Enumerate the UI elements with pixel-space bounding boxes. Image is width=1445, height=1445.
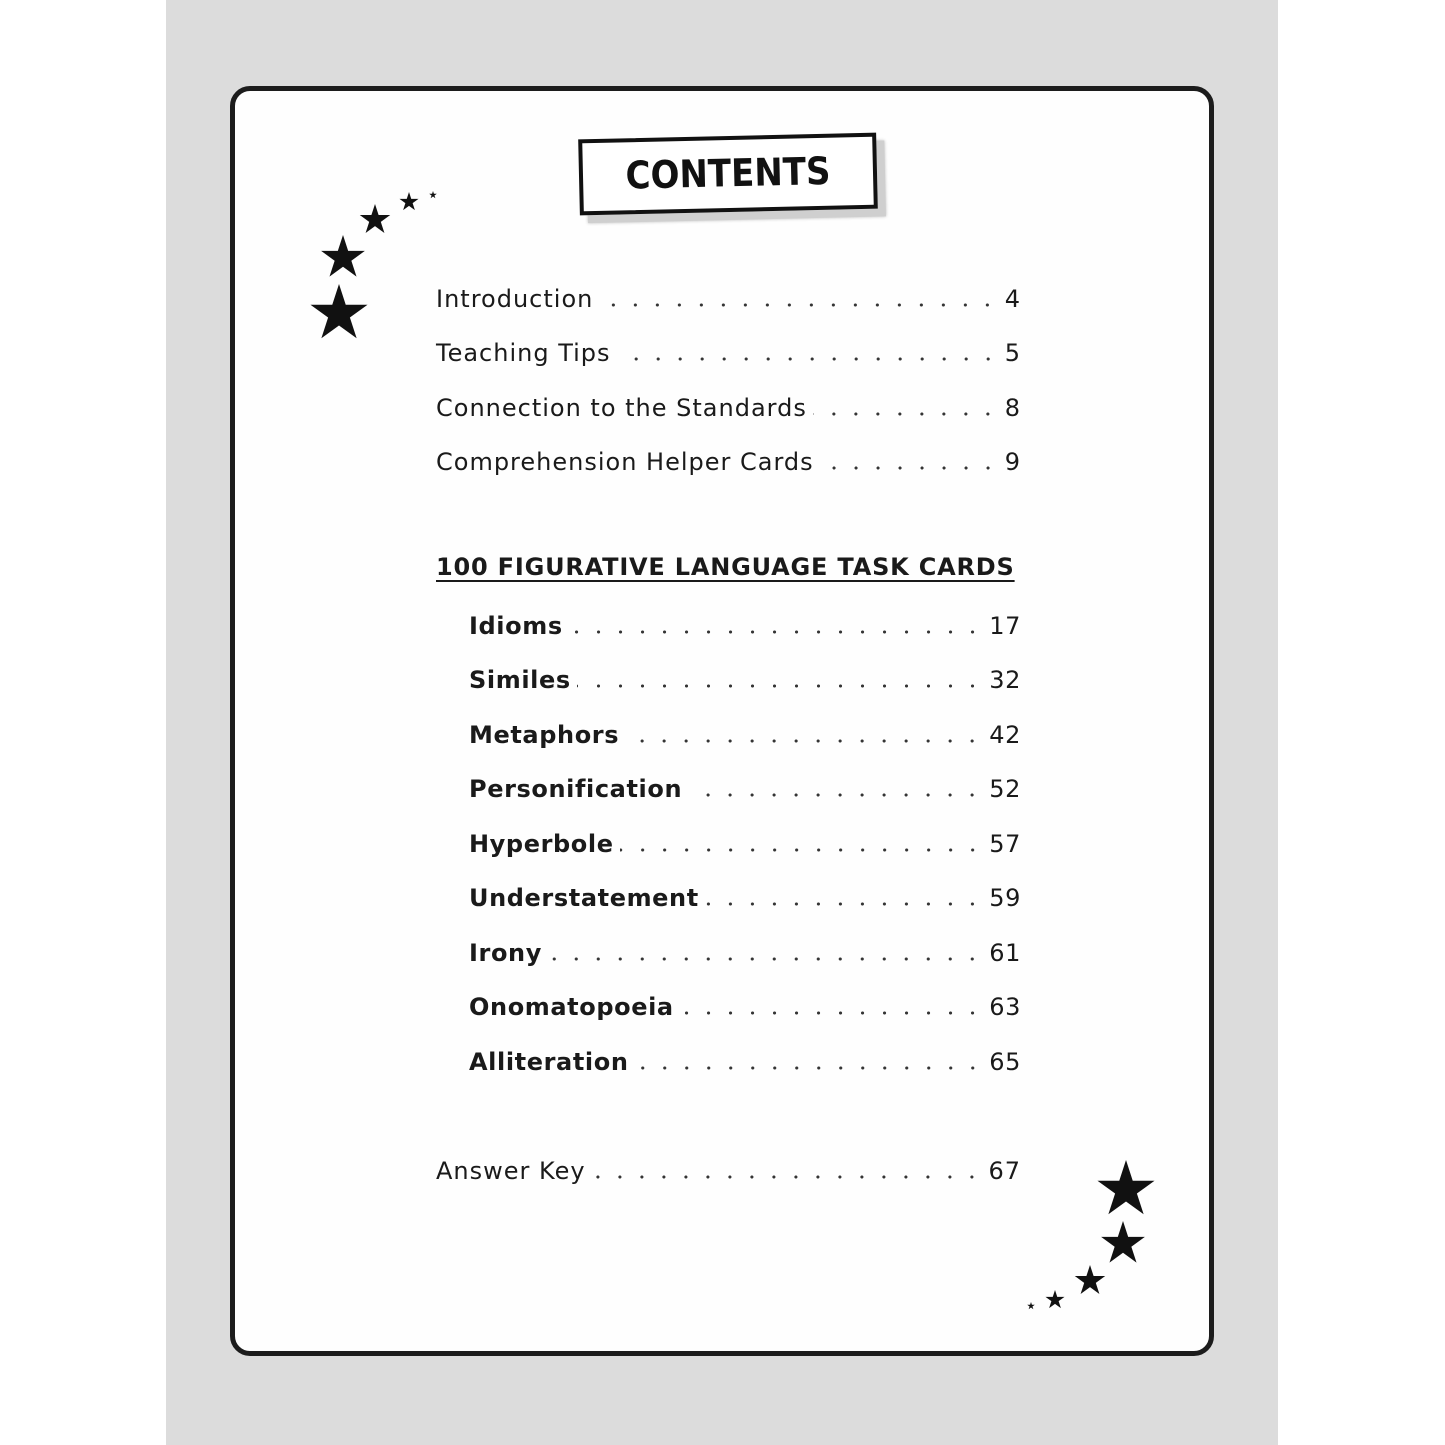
toc-entry-label: Teaching Tips [436, 339, 611, 367]
star-cluster-bottom-right-icon [1020, 1150, 1170, 1320]
toc-page-number: 5 [1004, 339, 1021, 367]
toc-entry-onomatopoeia[interactable] [469, 988, 1021, 1022]
toc-entry-understatement[interactable] [469, 879, 1021, 913]
toc-entry-idioms[interactable] [469, 607, 1021, 641]
toc-page-number: 65 [989, 1048, 1021, 1076]
toc-entry-label: Introduction [436, 285, 594, 313]
toc-entry-label: Understatement [469, 884, 699, 912]
toc-entry-label: Idioms [469, 612, 563, 640]
toc-page-number: 8 [1004, 394, 1021, 422]
dot-leader [705, 902, 983, 906]
toc-entry-teaching-tips[interactable] [436, 334, 1021, 368]
toc-entry-metaphors[interactable] [469, 716, 1021, 750]
dot-leader [688, 793, 983, 797]
dot-leader [635, 1066, 984, 1070]
toc-entry-personification[interactable] [469, 770, 1021, 804]
toc-entry-irony[interactable] [469, 934, 1021, 968]
toc-page-number: 67 [988, 1157, 1021, 1185]
toc-entry-label: Comprehension Helper Cards [436, 448, 814, 476]
dot-leader [680, 1011, 984, 1015]
star-cluster-top-left-icon [300, 180, 460, 350]
dot-leader [548, 957, 983, 961]
toc-entry-connection-to-standards[interactable] [436, 389, 1021, 423]
toc-entry-label: Onomatopoeia [469, 993, 674, 1021]
toc-entry-label: Alliteration [469, 1048, 629, 1076]
toc-page-number: 17 [989, 612, 1021, 640]
toc-page-number: 57 [989, 830, 1021, 858]
toc-entry-alliteration[interactable] [469, 1043, 1021, 1077]
toc-entry-label: Similes [469, 666, 571, 694]
toc-page-number: 42 [989, 721, 1021, 749]
dot-leader [599, 303, 998, 307]
toc-entry-label: Answer Key [436, 1157, 586, 1185]
toc-entry-label: Connection to the Standards [436, 394, 807, 422]
toc-entry-label: Irony [469, 939, 542, 967]
toc-page-number: 63 [989, 993, 1021, 1021]
toc-page-number: 4 [1004, 285, 1021, 313]
page-title: CONTENTS [625, 149, 831, 199]
toc-page-number: 61 [989, 939, 1021, 967]
dot-leader [617, 357, 999, 361]
contents-title-box [578, 133, 878, 216]
toc-entry-answer-key[interactable] [436, 1152, 1021, 1186]
toc-entry-introduction[interactable] [436, 280, 1021, 314]
dot-leader [620, 848, 984, 852]
dot-leader [569, 630, 984, 634]
toc-entry-label: Metaphors [469, 721, 620, 749]
toc-entry-label: Hyperbole [469, 830, 614, 858]
toc-page-number: 9 [1004, 448, 1021, 476]
dot-leader [625, 739, 983, 743]
toc-page-number: 32 [989, 666, 1021, 694]
dot-leader [813, 412, 999, 416]
dot-leader [820, 466, 999, 470]
toc-entry-label: Personification [469, 775, 683, 803]
dot-leader [592, 1175, 983, 1179]
section-heading: 100 FIGURATIVE LANGUAGE TASK CARDS [436, 553, 1015, 581]
toc-entry-similes[interactable] [469, 661, 1021, 695]
toc-entry-comprehension-helper-cards[interactable] [436, 443, 1021, 477]
dot-leader [577, 684, 984, 688]
toc-page-number: 52 [989, 775, 1021, 803]
toc-entry-hyperbole[interactable] [469, 825, 1021, 859]
toc-page-number: 59 [989, 884, 1021, 912]
